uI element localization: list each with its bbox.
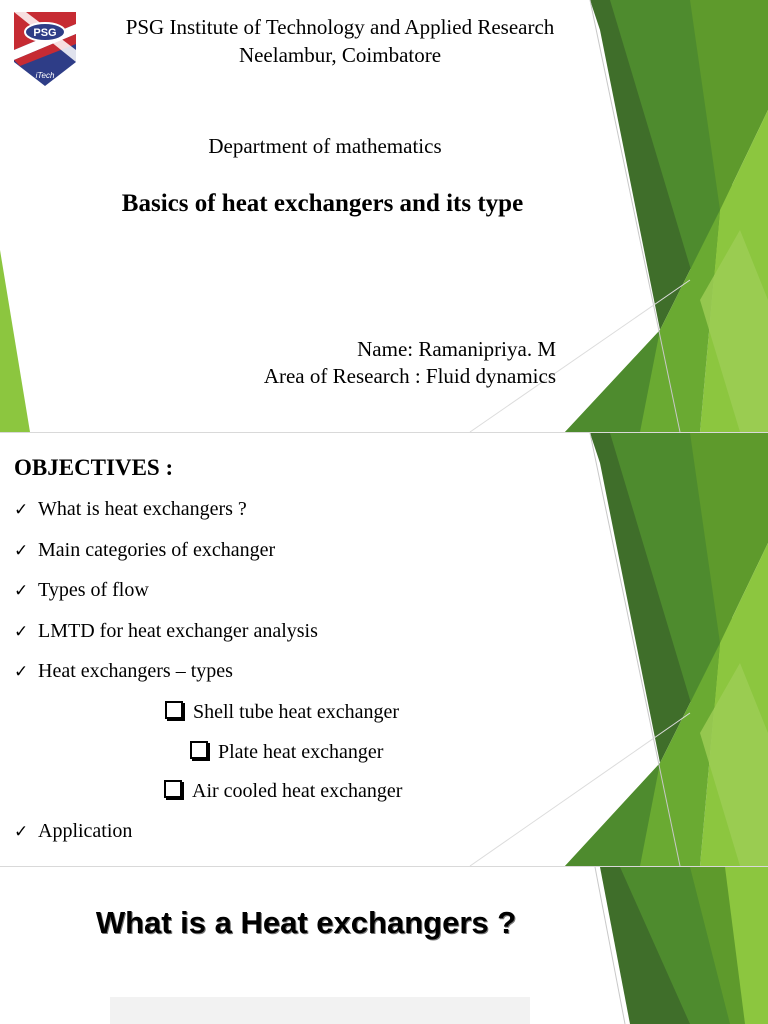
list-item: ✓ Types of flow	[14, 579, 149, 601]
objectives-heading: OBJECTIVES :	[14, 455, 174, 480]
definition-slide	[0, 867, 768, 1024]
research-area: Area of Research : Fluid dynamics	[263, 364, 556, 388]
square-bullet-icon	[190, 741, 208, 759]
list-item: ✓ Main categories of exchanger	[14, 539, 276, 561]
sub-list-item: Plate heat exchanger	[190, 741, 383, 764]
slide-title: What is a Heat exchangers ?	[95, 905, 517, 940]
institute-name: PSG Institute of Technology and Applied Research	[125, 15, 555, 39]
list-item: ✓ Heat exchangers – types	[14, 660, 233, 682]
sub-list-item: Air cooled heat exchanger	[164, 780, 402, 803]
check-mark-icon: ✓	[14, 541, 29, 561]
check-mark-icon: ✓	[14, 500, 29, 520]
check-mark-icon: ✓	[14, 581, 29, 601]
presentation-title: Basics of heat exchangers and its type	[121, 190, 524, 217]
psg-itech-logo	[12, 10, 78, 88]
presenter-name: Name: Ramanipriya. M	[357, 337, 556, 361]
list-item: ✓ LMTD for heat exchanger analysis	[14, 620, 318, 642]
sub-list-item: Shell tube heat exchanger	[165, 701, 399, 724]
check-mark-icon: ✓	[14, 822, 29, 842]
square-bullet-icon	[164, 780, 182, 798]
check-mark-icon: ✓	[14, 622, 29, 642]
check-mark-icon: ✓	[14, 662, 29, 682]
square-bullet-icon	[165, 701, 183, 719]
svg-text:iTech: iTech	[35, 71, 55, 80]
institute-location: Neelambur, Coimbatore	[238, 43, 442, 67]
list-item: ✓ Application	[14, 820, 133, 842]
department-name: Department of mathematics	[208, 134, 442, 158]
svg-text:PSG: PSG	[33, 27, 57, 39]
list-item: ✓ What is heat exchangers ?	[14, 498, 247, 520]
title-slide	[0, 0, 768, 432]
green-facet-decoration	[0, 867, 768, 1024]
objectives-slide	[0, 433, 768, 866]
